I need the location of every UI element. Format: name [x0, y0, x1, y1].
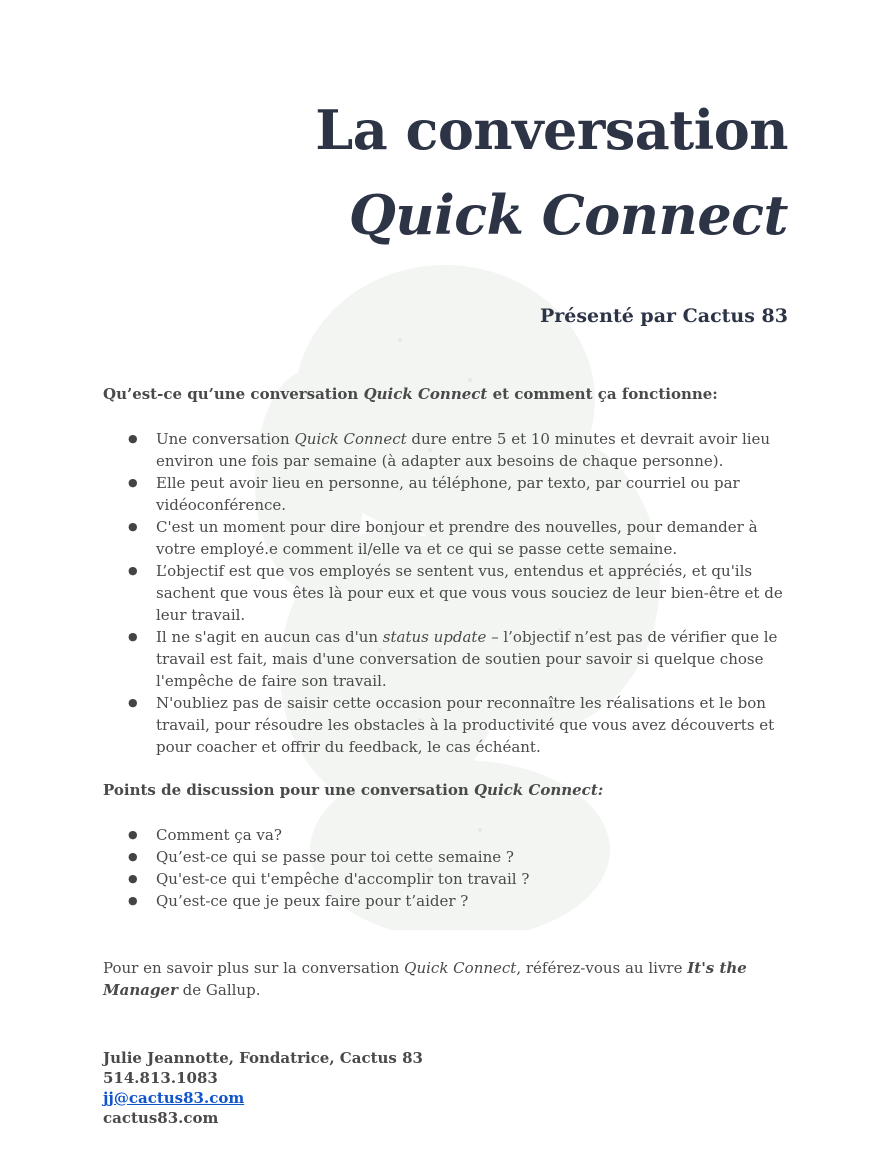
- contact-website: cactus83.com: [103, 1109, 219, 1127]
- list-item: ● Comment ça va?: [156, 824, 793, 846]
- list-item: ● C'est un moment pour dire bonjour et prendre des nouvelles, pour demander à votre employé.e comment il/elle va et ce qui se passe cette semaine.: [156, 516, 793, 560]
- contact-email-link[interactable]: jj@cactus83.com: [103, 1089, 245, 1107]
- list-item: ● Une conversation Quick Connect dure entre 5 et 10 minutes et devrait avoir lieu environ une fois par semaine (à adapter aux besoins de chaque personne).: [156, 428, 793, 472]
- list-item: ● L’objectif est que vos employés se sentent vus, entendus et appréciés, et qu'ils sachent que vous êtes là pour eux et que vous vous souciez de leur bien-être et de leur travail.: [156, 560, 793, 626]
- contact-block: [103, 1048, 423, 1128]
- presenter-line: Présenté par Cactus 83: [539, 305, 788, 327]
- document-title: La conversation: [315, 98, 788, 162]
- document-subtitle: Quick Connect: [348, 183, 788, 247]
- what-is-list: [103, 428, 793, 758]
- contact-phone: 514.813.1083: [103, 1069, 218, 1087]
- list-item: ● Il ne s'agit en aucun cas d'un status update – l’objectif n’est pas de vérifier que le travail est fait, mais d'une conversation de soutien pour savoir si quelque chose l'empêche de faire son travail.: [156, 626, 793, 692]
- section-heading-discussion-points: Points de discussion pour une conversation Quick Connect:: [103, 781, 604, 799]
- list-item: ● Elle peut avoir lieu en personne, au téléphone, par texto, par courriel ou par vidéoconférence.: [156, 472, 793, 516]
- list-item: ● N'oubliez pas de saisir cette occasion pour reconnaître les réalisations et le bon travail, pour résoudre les obstacles à la productivité que vous avez découverts et pour coacher et offrir du feedback, le cas échéant.: [156, 692, 793, 758]
- contact-name: Julie Jeannotte, Fondatrice, Cactus 83: [103, 1049, 423, 1067]
- reference-paragraph: Pour en savoir plus sur la conversation Quick Connect, référez-vous au livre It's the Manager de Gallup.: [103, 959, 747, 999]
- list-item: ● Qu'est-ce qui t'empêche d'accomplir ton travail ?: [156, 868, 793, 890]
- list-item: ● Qu’est-ce que je peux faire pour t’aider ?: [156, 890, 793, 912]
- discussion-points-list: [103, 824, 793, 912]
- section-heading-what-is: Qu’est-ce qu’une conversation Quick Connect et comment ça fonctionne:: [103, 385, 718, 403]
- list-item: ● Qu’est-ce qui se passe pour toi cette semaine ?: [156, 846, 793, 868]
